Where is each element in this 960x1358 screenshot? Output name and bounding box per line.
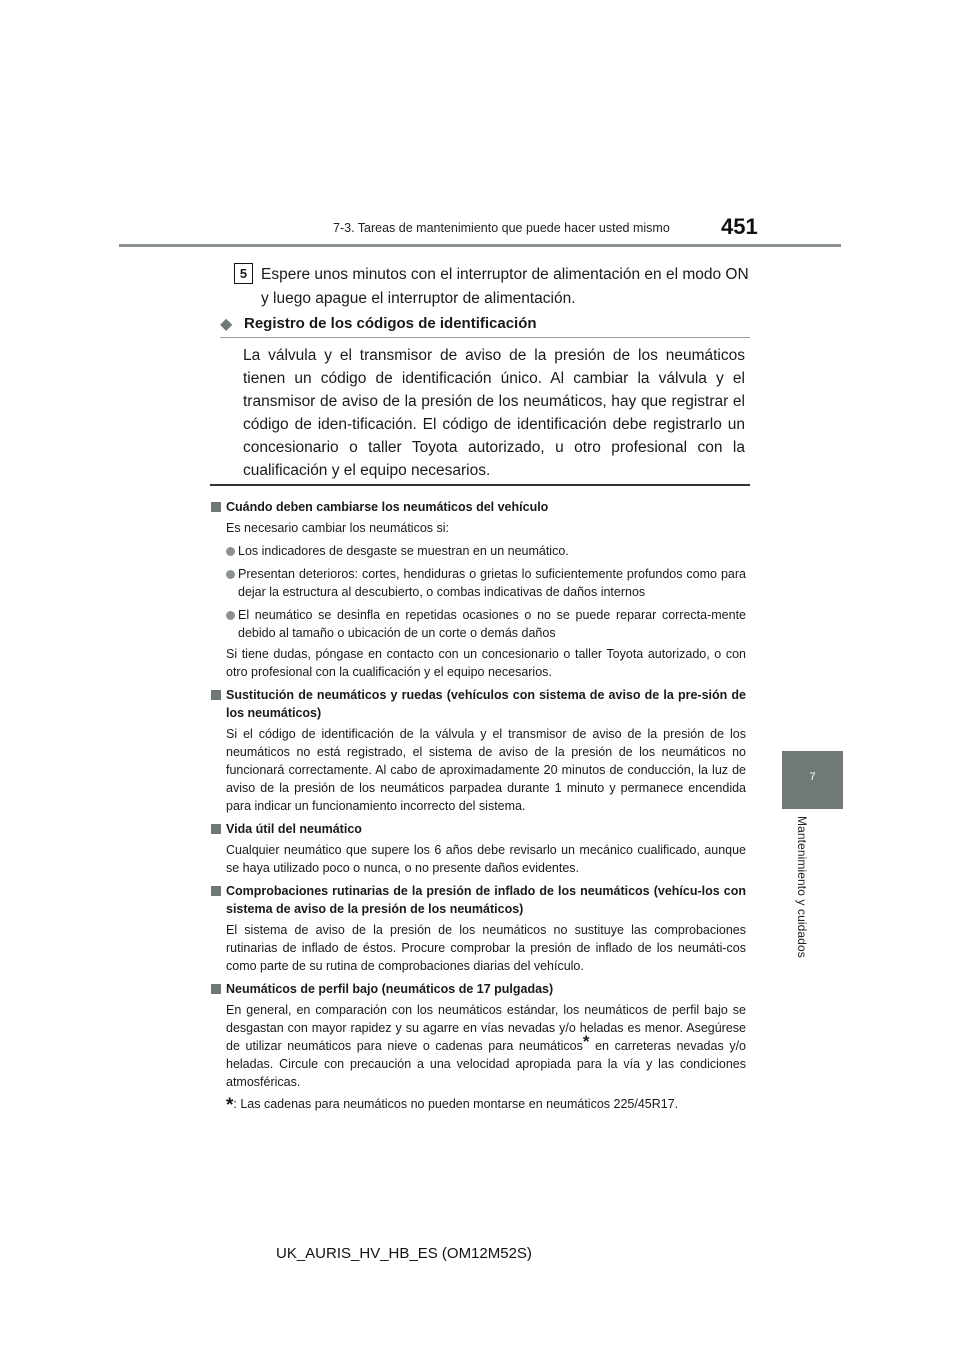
note-paragraph: En general, en comparación con los neumáticos estándar, los neumáticos de perfil bajo se desgastan con mayor rapidez y su agarre en vías nevadas y/o heladas es menor. Asegúrese de utilizar neumáticos para nieve o cadenas para neumáticos* en carreteras nevadas y/o heladas. Circule con precaución a una velocidad apropiada para la vía y las condiciones atmosféricas. <box>226 1003 746 1089</box>
subheading-text: Registro de los códigos de identificación <box>244 315 537 332</box>
chapter-tab-number: 7 <box>809 771 816 783</box>
note-paragraph: Si el código de identificación de la válvula y el transmisor de aviso de la presión de los neumáticos no está registrado, el sistema de aviso de la presión de los neumáticos no funcionará correctamente. Al cabo de aproximadamente 20 minutos de conducción, la luz de aviso de la presión de los neumáticos parpadea durante 1 minuto y permanece encendida para indicar un funcionamiento incorrecto del sistema. <box>226 727 746 813</box>
footnote-star: * <box>226 1095 234 1116</box>
note-paragraph: El sistema de aviso de la presión de los neumáticos no sustituye las comprobaciones rutinarias de inflado de éstos. Procure comprobar la presión de inflado de los neumáti-cos como parte de su rutina de comprobaciones diarias del vehículo. <box>226 923 746 973</box>
note-title-tire-replacement: Cuándo deben cambiarse los neumáticos del vehículo <box>211 498 746 516</box>
chapter-side-label: Mantenimiento y cuidados <box>795 816 809 958</box>
circle-bullet-icon <box>226 611 235 620</box>
note-title-wheel-replacement: Sustitución de neumáticos y ruedas (vehículos con sistema de aviso de la pre-sión de los neumáticos) <box>211 686 746 722</box>
chapter-tab <box>782 751 843 809</box>
list-item: El neumático se desinfla en repetidas ocasiones o no se puede reparar correcta-mente debido al tamaño o ubicación de un corte o demás daños <box>211 606 746 642</box>
note-paragraph: Es necesario cambiar los neumáticos si: <box>226 521 450 535</box>
document-code-footer: UK_AURIS_HV_HB_ES (OM12M52S) <box>276 1245 532 1262</box>
square-bullet-icon <box>211 984 221 994</box>
step-number-box: 5 <box>234 263 253 284</box>
chapter-header: 7-3. Tareas de mantenimiento que puede hacer usted mismo <box>333 221 670 235</box>
circle-bullet-icon <box>226 547 235 556</box>
square-bullet-icon <box>211 824 221 834</box>
circle-bullet-icon <box>226 570 235 579</box>
note-title-tire-life: Vida útil del neumático <box>211 820 746 838</box>
step-text: Espere unos minutos con el interruptor de alimentación en el modo ON y luego apague el interruptor de alimentación. <box>261 266 749 307</box>
footnote-marker: * <box>582 1032 590 1051</box>
footnote: *: Las cadenas para neumáticos no pueden montarse en neumáticos 225/45R17. <box>226 1095 679 1116</box>
header-divider <box>119 244 841 247</box>
square-bullet-icon <box>211 886 221 896</box>
square-bullet-icon <box>211 502 221 512</box>
subheading-divider <box>220 337 750 338</box>
note-title-low-profile: Neumáticos de perfil bajo (neumáticos de 17 pulgadas) <box>211 980 746 998</box>
page-number: 451 <box>721 214 758 239</box>
intro-paragraph: La válvula y el transmisor de aviso de la presión de los neumáticos tienen un código de identificación único. Al cambiar la válvula y el transmisor de aviso de la presión de los neumáticos, hay que registrar el código de iden-tificación. El código de identificación debe registrarlo un concesionario o taller Toyota autorizado, u otro profesional con la cualificación y el equipo necesarios. <box>243 347 745 479</box>
note-title-pressure-checks: Comprobaciones rutinarias de la presión de inflado de los neumáticos (vehícu-los con sistema de aviso de la presión de los neumáticos) <box>211 882 746 918</box>
note-paragraph: Cualquier neumático que supere los 6 años debe revisarlo un mecánico cualificado, aunque se haya utilizado poco o nunca, o no presente daños evidentes. <box>226 843 746 875</box>
square-bullet-icon <box>211 690 221 700</box>
diamond-icon: ◆ <box>220 316 233 333</box>
list-item: Los indicadores de desgaste se muestran en un neumático. <box>211 542 746 560</box>
list-item: Presentan deterioros: cortes, hendiduras o grietas lo suficientemente profundos como para dejar la estructura al descubierto, o combas indicativas de daños internos <box>211 565 746 601</box>
notes-divider <box>210 484 750 486</box>
notes-section <box>211 493 746 1115</box>
note-paragraph: Si tiene dudas, póngase en contacto con un concesionario o taller Toyota autorizado, o con otro profesional con la cualificación y el equipo necesarios. <box>226 647 746 679</box>
